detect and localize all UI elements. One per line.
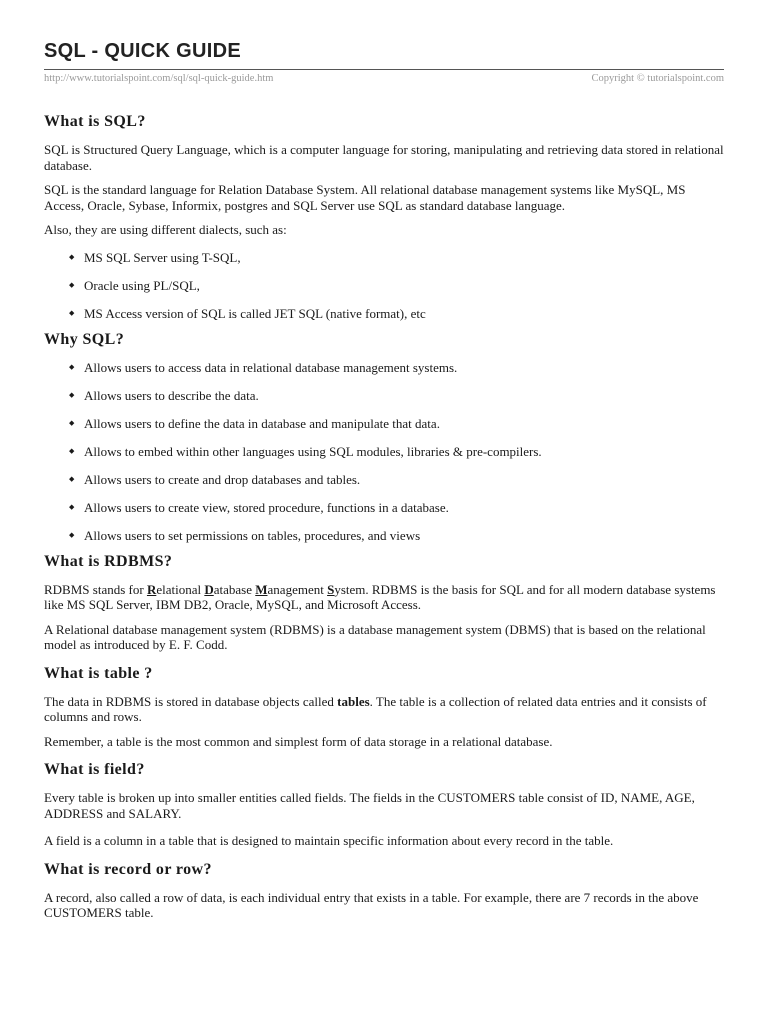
document-content: [44, 112, 724, 930]
text-fragment: anagement: [267, 581, 328, 597]
bold-term: tables: [337, 693, 370, 709]
section-what-is-sql: [44, 112, 724, 321]
list-item: ◆ Allows users to define the data in database and manipulate that data.: [44, 416, 724, 432]
dialect-list: [44, 250, 724, 322]
text-fragment: RDBMS stands for: [44, 581, 147, 597]
section-what-is-field: [44, 760, 724, 849]
list-item: ◆ MS SQL Server using T-SQL,: [44, 250, 724, 266]
paragraph: Every table is broken up into smaller entities called fields. The fields in the CUSTOMERS table consist of ID, NAME, AGE, ADDRESS and SALARY.: [44, 790, 695, 821]
list-item: ◆ Oracle using PL/SQL,: [44, 278, 724, 294]
paragraph: SQL is Structured Query Language, which is a computer language for storing, manipulating and retrieving data stored in relational database.: [44, 142, 724, 173]
text-fragment: ystem. RDBMS is the basis for SQL and for all modern database systems like MS SQL Server, IBM DB2, Oracle, MySQL, and Microsoft Access.: [44, 581, 716, 612]
paragraph: Also, they are using different dialects, such as:: [44, 222, 287, 237]
acronym-letter: M: [255, 581, 268, 597]
paragraph: A field is a column in a table that is designed to maintain specific information about every record in the table.: [44, 833, 614, 848]
section-heading: What is RDBMS?: [44, 552, 173, 570]
section-heading: Why SQL?: [44, 331, 125, 348]
list-item: ◆ Allows users to set permissions on tables, procedures, and views: [44, 528, 724, 544]
section-why-sql: [44, 330, 724, 544]
text-fragment: The data in RDBMS is stored in database objects called: [44, 693, 338, 709]
paragraph: [44, 582, 724, 613]
paragraph: SQL is the standard language for Relation Database System. All relational database management systems like MySQL, MS Access, Oracle, Sybase, Informix, postgres and SQL Server use SQL as standard database language.: [44, 182, 686, 213]
section-heading: What is table ?: [44, 664, 153, 682]
acronym-letter: R: [146, 581, 157, 597]
acronym-letter: D: [204, 581, 214, 597]
section-heading: What is field?: [44, 761, 145, 778]
section-heading: What is record or row?: [44, 860, 212, 878]
paragraph: Remember, a table is the most common and simplest form of data storage in a relational database.: [44, 733, 553, 749]
list-item: ◆ Allows users to create view, stored procedure, functions in a database.: [44, 500, 724, 516]
source-url: http://www.tutorialspoint.com/sql/sql-quick-guide.htm: [44, 73, 274, 84]
section-heading: What is SQL?: [44, 113, 146, 130]
text-fragment: elational: [156, 581, 205, 597]
why-sql-list: [44, 360, 724, 544]
acronym-letter: S: [327, 581, 335, 597]
paragraph: A record, also called a row of data, is each individual entry that exists in a table. For example, there are 7 records in the above CUSTOMERS table.: [44, 889, 699, 920]
list-item: ◆ MS Access version of SQL is called JET SQL (native format), etc: [44, 306, 724, 322]
title-divider: [44, 69, 724, 70]
list-item: ◆ Allows users to access data in relational database management systems.: [44, 360, 724, 376]
list-item: ◆ Allows to embed within other languages using SQL modules, libraries & pre-compilers.: [44, 444, 724, 460]
section-what-is-table: [44, 664, 724, 750]
paragraph: [44, 694, 724, 725]
section-what-is-record: [44, 860, 724, 921]
list-item: ◆ Allows users to describe the data.: [44, 388, 724, 404]
text-fragment: . The table is a collection of related data entries and it consists of columns and rows.: [44, 693, 707, 724]
paragraph: A Relational database management system (RDBMS) is a database management system (DBMS) that is based on the relational model as introduced by E. F. Codd.: [44, 621, 706, 652]
page-title: SQL - QUICK GUIDE: [44, 40, 241, 62]
page-meta: [44, 73, 724, 84]
list-item: ◆ Allows users to create and drop databases and tables.: [44, 472, 724, 488]
text-fragment: atabase: [213, 581, 256, 597]
copyright-notice: Copyright © tutorialspoint.com: [591, 73, 724, 84]
section-what-is-rdbms: [44, 552, 724, 653]
